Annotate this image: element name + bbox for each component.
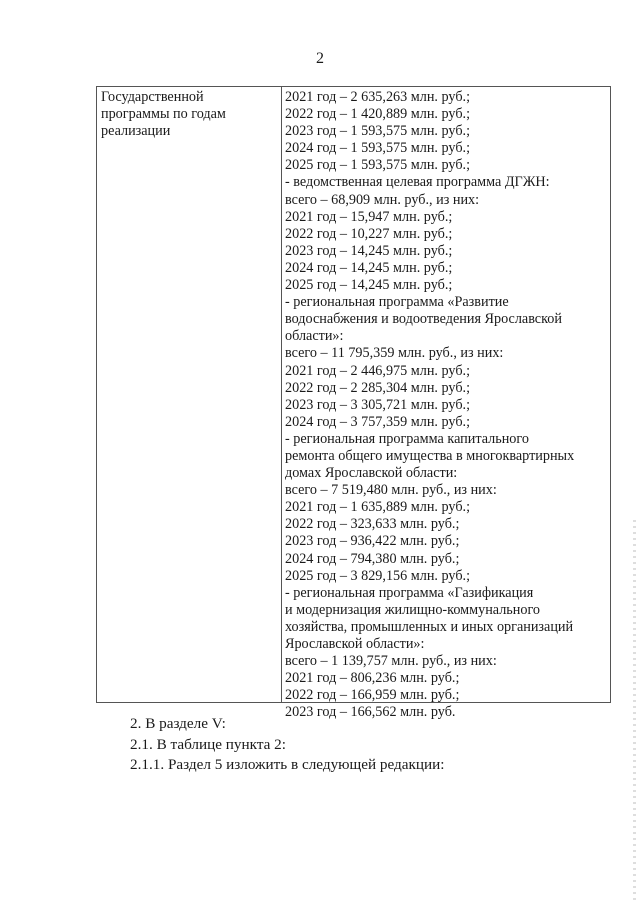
table-right-line: Ярославской области»: (285, 636, 425, 652)
table-right-line: всего – 11 795,359 млн. руб., из них: (285, 345, 504, 362)
table-left-cell (97, 87, 282, 702)
table-right-line: и модернизация жилищно-коммунального (285, 601, 541, 618)
table-right-line: 2022 год – 166,959 млн. руб.; (285, 687, 460, 704)
page-number: 2 (316, 50, 324, 67)
paragraph-line: 2. В разделе V: (130, 715, 226, 732)
table-right-line: 2024 год – 14,245 млн. руб.; (285, 259, 453, 276)
table-right-line: 2023 год – 3 305,721 млн. руб.; (285, 396, 471, 413)
table-right-line: - региональная программа капитального (285, 430, 529, 447)
table-right-line: 2022 год – 10,227 млн. руб.; (285, 225, 453, 242)
table-right-line: - региональная программа «Газификация (285, 584, 534, 601)
table-right-line: 2021 год – 2 446,975 млн. руб.; (285, 362, 471, 379)
section-instructions (130, 714, 444, 776)
table-right-line: области»: (285, 328, 344, 345)
table-right-line: 2025 год – 1 593,575 млн. руб.; (285, 157, 471, 174)
table-right-line: 2024 год – 794,380 млн. руб.; (285, 550, 460, 567)
table-right-line: 2023 год – 14,245 млн. руб.; (285, 242, 453, 259)
paragraph-line: 2.1. В таблице пункта 2: (130, 735, 286, 753)
table-right-line: 2024 год – 1 593,575 млн. руб.; (285, 140, 471, 157)
table-right-line: 2023 год – 166,562 млн. руб. (285, 704, 456, 721)
table-right-line: - региональная программа «Развитие (285, 294, 509, 311)
table-right-line: 2022 год – 323,633 млн. руб.; (285, 516, 460, 533)
table-right-line: 2021 год – 2 635,263 млн. руб.; (285, 89, 471, 105)
table-right-line: 2025 год – 14,245 млн. руб.; (285, 277, 453, 294)
table-right-line: 2023 год – 1 593,575 млн. руб.; (285, 123, 471, 140)
table-right-line: ремонта общего имущества в многоквартирных (285, 447, 575, 464)
table-right-line: водоснабжения и водоотведения Ярославской (285, 311, 562, 328)
table-right-line: 2021 год – 15,947 млн. руб.; (285, 208, 453, 225)
table-right-line: 2021 год – 806,236 млн. руб.; (285, 670, 460, 687)
table-right-line: всего – 1 139,757 млн. руб., из них: (285, 653, 497, 670)
table-right-line: - ведомственная целевая программа ДГЖН: (285, 174, 550, 191)
table-left-line: Государственной (101, 89, 204, 105)
table-right-cell (285, 89, 610, 721)
table-right-line: всего – 68,909 млн. руб., из них: (285, 191, 480, 208)
table-right-line: 2024 год – 3 757,359 млн. руб.; (285, 413, 471, 430)
table-right-line: всего – 7 519,480 млн. руб., из них: (285, 482, 497, 499)
scan-edge-artifact (633, 520, 636, 900)
table-left-line: реализации (101, 123, 171, 140)
table-right-line: 2022 год – 1 420,889 млн. руб.; (285, 106, 471, 123)
table-left-line: программы по годам (101, 106, 226, 123)
paragraph-line: 2.1.1. Раздел 5 изложить в следующей редакции: (130, 756, 445, 773)
table-right-line: 2023 год – 936,422 млн. руб.; (285, 533, 460, 550)
table-right-line: хозяйства, промышленных и иных организаций (285, 618, 574, 635)
funding-table (96, 86, 611, 721)
table-right-line: домах Ярославской области: (285, 465, 458, 482)
table-right-line: 2025 год – 3 829,156 млн. руб.; (285, 567, 471, 584)
table-right-line: 2021 год – 1 635,889 млн. руб.; (285, 499, 471, 516)
table-right-line: 2022 год – 2 285,304 млн. руб.; (285, 379, 471, 396)
